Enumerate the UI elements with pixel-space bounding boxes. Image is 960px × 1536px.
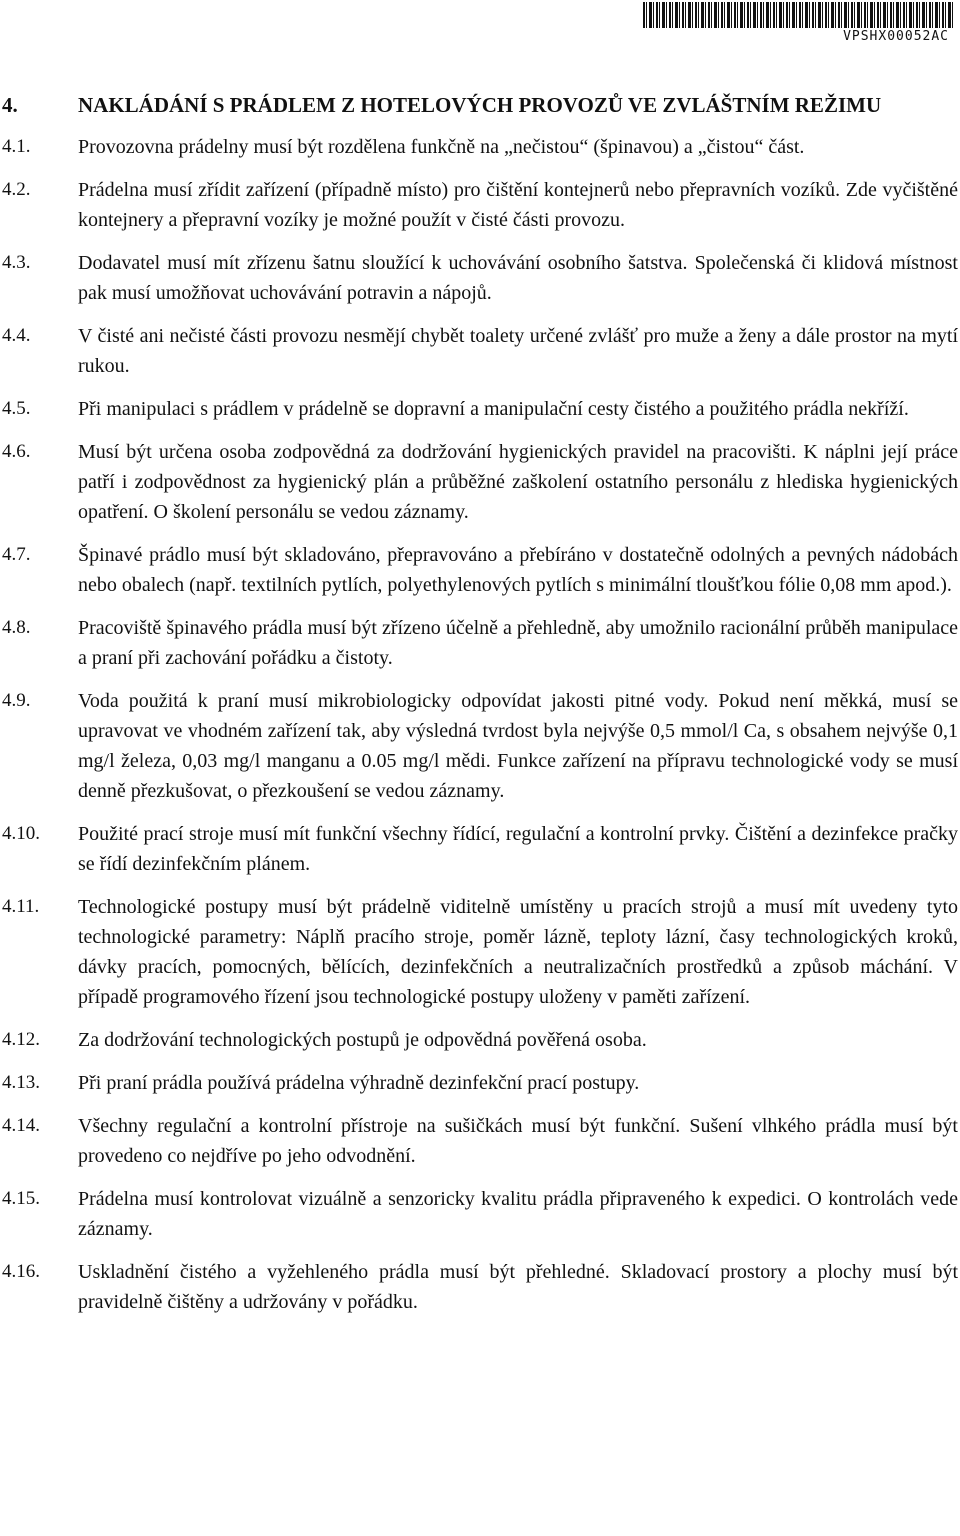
paragraph-text: Musí být určena osoba zodpovědná za dodržování hygienických pravidel na pracovišti. K náplni její práce patří i zodpovědnost za hygienický plán a průběžné zaškolení ostatního personálu z hlediska hygienických opatření. O školení personálu se vedou záznamy. [78,441,958,523]
paragraph-text: Technologické postupy musí být prádelně viditelně umístěny u pracích strojů a musí mít uvedeny tyto technologické parametry: Náplň pracího stroje, poměr lázně, teploty lázní, časy technologických kroků, dávky pracích, pomocných, bělících, dezinfekčních a neutralizačních prostředků a způsob máchání. V případě programového řízení jsou technologické postupy uloženy v paměti zařízení. [78,896,958,1008]
paragraph-number: 4.11. [2,896,40,917]
paragraph-number: 4.5. [2,398,31,419]
section-heading [0,90,960,120]
paragraph-item [0,1025,960,1055]
paragraph-number: 4.14. [2,1115,40,1136]
paragraph-text: Dodavatel musí mít zřízenu šatnu sloužící k uchovávání osobního šatstva. Společenská či klidová místnost pak musí umožňovat uchovávání potravin a nápojů. [78,252,958,304]
paragraph-text: Voda použitá k praní musí mikrobiologicky odpovídat jakosti pitné vody. Pokud není měkká, musí se upravovat ve vhodném zařízení tak, aby výsledná tvrdost byla nejvýše 0,5 mmol/l Ca, s obsahem nejvýše 0,1 mg/l železa, 0,03 mg/l manganu a 0.05 mg/l mědi. Funkce zařízení na přípravu technologické vody se musí denně přezkušovat, o přezkoušení se vedou záznamy. [78,690,958,802]
paragraph-text: Pracoviště špinavého prádla musí být zřízeno účelně a přehledně, aby umožnilo racionální průběh manipulace a praní při zachování pořádku a čistoty. [78,617,958,669]
paragraph-number: 4.10. [2,823,40,844]
paragraph-number: 4.6. [2,441,31,462]
paragraph-item [0,1111,960,1171]
paragraph-item [0,1068,960,1098]
paragraph-number: 4.3. [2,252,31,273]
section-title: NAKLÁDÁNÍ S PRÁDLEM Z HOTELOVÝCH PROVOZŮ VE ZVLÁŠTNÍM REŽIMU [78,93,882,117]
paragraph-text: Prádelna musí kontrolovat vizuálně a senzoricky kvalitu prádla připraveného k expedici. O kontrolách vede záznamy. [78,1188,958,1240]
paragraph-text: Použité prací stroje musí mít funkční všechny řídící, regulační a kontrolní prvky. Čištění a dezinfekce pračky se řídí dezinfekčním plánem. [78,823,958,875]
barcode-code: VPSHX00052AC [843,29,949,44]
paragraph-item [0,1257,960,1317]
paragraph-item [0,321,960,381]
paragraph-text: Při manipulaci s prádlem v prádelně se dopravní a manipulační cesty čistého a použitého prádla nekříží. [78,398,909,420]
paragraph-text: Špinavé prádlo musí být skladováno, přepravováno a přebíráno v dostatečně odolných a pevných nádobách nebo obalech (např. textilních pytlích, polyethylenových pytlích s minimální tloušťkou fólie 0,08 mm apod.). [78,544,958,596]
paragraph-number: 4.1. [2,136,31,157]
paragraph-text: Uskladnění čistého a vyžehleného prádla musí být přehledné. Skladovací prostory a plochy musí být pravidelně čištěny a udržovány v pořádku. [78,1261,958,1313]
paragraph-number: 4.2. [2,179,31,200]
document-body [0,90,960,1330]
paragraph-number: 4.4. [2,325,31,346]
paragraph-item [0,175,960,235]
paragraph-text: Všechny regulační a kontrolní přístroje na sušičkách musí být funkční. Sušení vlhkého prádla musí být provedeno co nejdříve po jeho odvodnění. [78,1115,958,1167]
paragraph-item [0,613,960,673]
paragraph-list [0,132,960,1317]
paragraph-number: 4.13. [2,1072,40,1093]
barcode [643,2,955,44]
paragraph-item [0,1184,960,1244]
paragraph-number: 4.8. [2,617,31,638]
paragraph-item [0,394,960,424]
paragraph-number: 4.16. [2,1261,40,1282]
section-number: 4. [2,93,18,117]
paragraph-item [0,686,960,806]
paragraph-number: 4.9. [2,690,31,711]
paragraph-item [0,819,960,879]
paragraph-text: Prádelna musí zřídit zařízení (případně místo) pro čištění kontejnerů nebo přepravních vozíků. Zde vyčištěné kontejnery a přepravní vozíky je možné použít v čisté části provozu. [78,179,958,231]
barcode-bars [643,2,955,28]
paragraph-number: 4.7. [2,544,31,565]
paragraph-text: Za dodržování technologických postupů je odpovědná pověřená osoba. [78,1029,647,1051]
paragraph-number: 4.12. [2,1029,40,1050]
paragraph-text: Při praní prádla používá prádelna výhradně dezinfekční prací postupy. [78,1072,640,1094]
paragraph-number: 4.15. [2,1188,40,1209]
paragraph-item [0,892,960,1012]
paragraph-item [0,248,960,308]
paragraph-text: Provozovna prádelny musí být rozdělena funkčně na „nečistou“ (špinavou) a „čistou“ část. [78,136,805,158]
paragraph-item [0,437,960,527]
paragraph-item [0,540,960,600]
paragraph-item [0,132,960,162]
paragraph-text: V čisté ani nečisté části provozu nesmějí chybět toalety určené zvlášť pro muže a ženy a dále prostor na mytí rukou. [78,325,958,377]
